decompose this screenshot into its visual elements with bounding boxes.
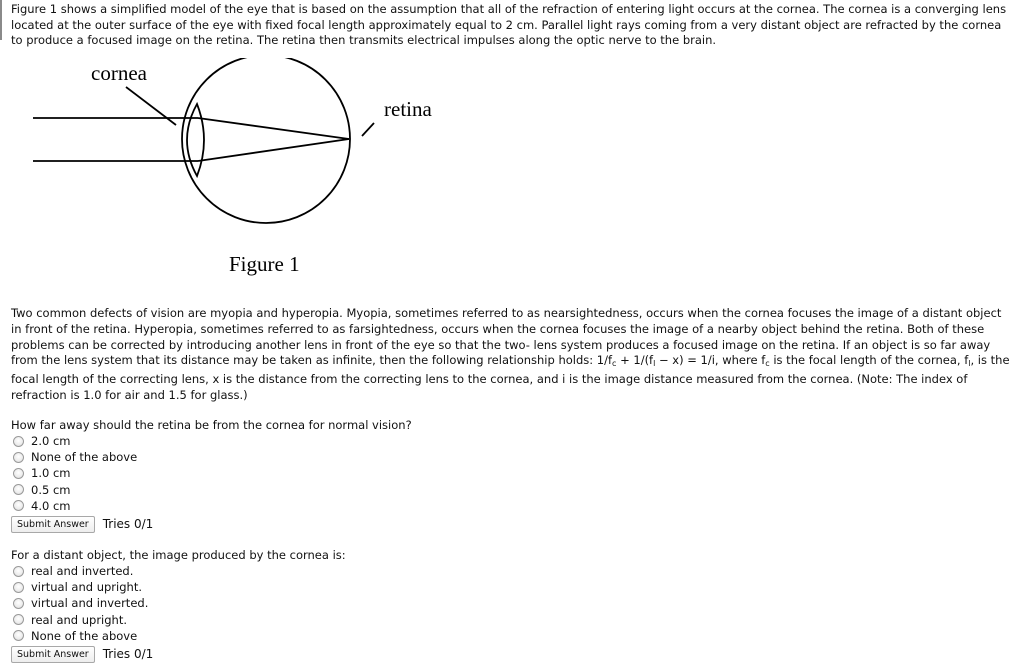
submit-answer-button[interactable]: Submit Answer: [11, 516, 95, 533]
answer-option[interactable]: [11, 433, 611, 449]
defects-paragraph: [11, 306, 1011, 404]
answer-option[interactable]: [11, 465, 611, 481]
defects-text-3: − x) = 1/i, where f: [655, 353, 766, 368]
cornea-leader-line: [126, 87, 176, 125]
radio-button[interactable]: [13, 614, 24, 625]
eyeball-circle: [182, 58, 350, 223]
option-label: real and upright.: [31, 612, 128, 627]
question-prompt: How far away should the retina be from the cornea for normal vision?: [11, 418, 412, 432]
cornea-lens: [187, 104, 204, 176]
option-label: 0.5 cm: [31, 482, 71, 497]
radio-button[interactable]: [13, 598, 24, 609]
tries-counter: Tries 0/1: [102, 647, 154, 662]
answer-option[interactable]: [11, 595, 611, 611]
tries-counter: Tries 0/1: [102, 517, 154, 532]
option-label: virtual and inverted.: [31, 596, 149, 611]
radio-button[interactable]: [13, 630, 24, 641]
submit-row: [11, 646, 611, 663]
radio-button[interactable]: [13, 500, 24, 511]
radio-button[interactable]: [13, 582, 24, 593]
refracted-ray-top: [198, 118, 349, 139]
defects-text-4: is the focal length of the cornea, f: [769, 353, 969, 368]
intro-paragraph: Figure 1 shows a simplified model of the eye that is based on the assumption that all of the refraction of entering light occurs at the cornea. The cornea is a converging lens located at the outer surface of the eye with fixed focal length approximately equal to 2 cm. Parallel light rays coming from a very distant object are refracted by the cornea to produce a focused image on the retina. The retina then transmits electrical impulses along the optic nerve to the brain.: [11, 2, 1007, 48]
defects-text-1: Two common defects of vision are myopia and hyperopia. Myopia, sometimes referred to as nearsightedness, occurs when the cornea focuses the image of a distant object in front of the retina. Hyperopia, sometimes referred to as farsightedness, occurs when the cornea focuses the image of a nearby object behind the retina. Both of these problems can be corrected by introducing another lens in front of the eye so that the two- lens system produces a focused image on the retina. If an object is so far away from the lens system that its distance may be taken as infinite, then the following relationship holds: 1/f: [11, 306, 1002, 368]
answer-option[interactable]: [11, 579, 611, 595]
option-label: real and inverted.: [31, 564, 134, 579]
answer-option[interactable]: [11, 482, 611, 498]
retina-label: retina: [384, 97, 432, 121]
subscript-c: c: [765, 359, 770, 369]
figure-caption: Figure 1: [229, 252, 300, 276]
radio-button[interactable]: [13, 436, 24, 447]
question-prompt: For a distant object, the image produced by the cornea is:: [11, 548, 346, 562]
retina-leader-line: [362, 123, 374, 136]
radio-button[interactable]: [13, 566, 24, 577]
subscript-l: l: [968, 359, 971, 369]
radio-button[interactable]: [13, 484, 24, 495]
answer-option[interactable]: [11, 612, 611, 628]
subscript-c: c: [612, 359, 617, 369]
subscript-l: l: [653, 359, 656, 369]
eye-figure: [28, 58, 468, 288]
left-border: [0, 0, 2, 40]
radio-button[interactable]: [13, 468, 24, 479]
option-label: None of the above: [31, 450, 138, 465]
defects-text-2: + 1/(f: [616, 353, 654, 368]
cornea-label: cornea: [91, 61, 147, 85]
question-1: [11, 418, 611, 533]
answer-option[interactable]: [11, 628, 611, 644]
answer-option[interactable]: [11, 498, 611, 514]
answer-option[interactable]: [11, 563, 611, 579]
option-label: virtual and upright.: [31, 580, 142, 595]
option-label: 2.0 cm: [31, 434, 71, 449]
option-label: 1.0 cm: [31, 466, 71, 481]
option-label: 4.0 cm: [31, 498, 71, 513]
question-2: [11, 548, 611, 663]
submit-row: [11, 516, 611, 533]
refracted-ray-bottom: [198, 139, 349, 161]
option-label: None of the above: [31, 628, 138, 643]
answer-option[interactable]: [11, 449, 611, 465]
radio-button[interactable]: [13, 452, 24, 463]
defects-text-5: , is the focal length of the correcting lens, x is the distance from the correcting lens to the cornea, and i is the image distance measured from the cornea. (Note: The index of refraction is 1.0 for air and 1.5 for glass.): [11, 353, 1010, 402]
submit-answer-button[interactable]: Submit Answer: [11, 646, 95, 663]
